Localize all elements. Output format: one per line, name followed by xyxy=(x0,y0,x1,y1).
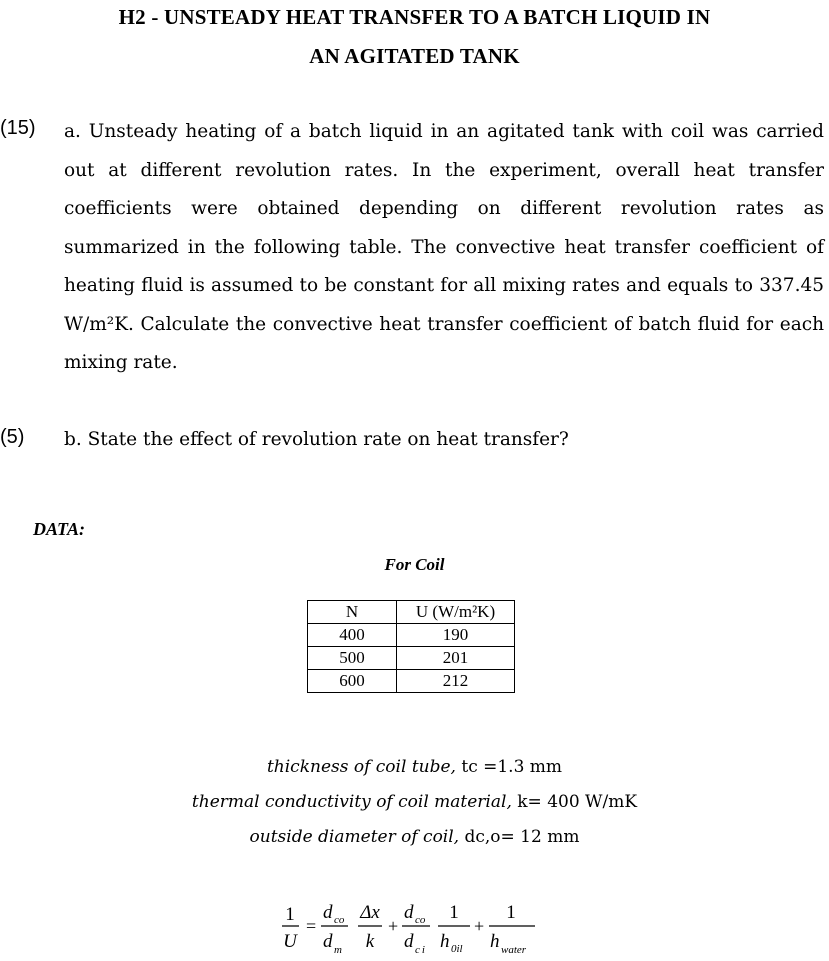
formula-subscript-co: co xyxy=(334,914,345,926)
param-thickness-label: thickness of coil tube, xyxy=(266,757,456,777)
formula-h: h xyxy=(440,931,450,952)
param-conductivity-label: thermal conductivity of coil material, xyxy=(191,792,512,812)
formula-d: d xyxy=(404,902,414,923)
page-title-line-1: H2 - UNSTEADY HEAT TRANSFER TO A BATCH LIQUID IN xyxy=(118,5,711,29)
formula-numerator-1: 1 xyxy=(449,902,459,923)
param-conductivity-value: k= 400 W/mK xyxy=(517,792,638,812)
formula-d: d xyxy=(323,902,333,923)
coil-data-table xyxy=(307,600,515,693)
param-conductivity xyxy=(0,792,829,812)
formula-denominator-u: U xyxy=(283,931,297,952)
table-header-row xyxy=(308,601,515,624)
param-diameter xyxy=(0,827,829,847)
question-b-text: b. State the effect of revolution rate on heat transfer? xyxy=(64,429,569,450)
formula-delta-x: Δx xyxy=(360,902,380,923)
table-cell-n: 600 xyxy=(308,670,397,693)
question-a-text: a. Unsteady heating of a batch liquid in an agitated tank with coil was carried out at different revolution rates. In the experiment, overall heat transfer coefficients were obtained depending on different revolution rates as summarized in the following table. The convective heat transfer coefficient of heating fluid is assumed to be constant for all mixing rates and equals to 337.45 W/m²K. Calculate the convective heat transfer coefficient of batch fluid for each mixing rate. xyxy=(64,121,824,373)
table-cell-n: 400 xyxy=(308,624,397,647)
formula-d: d xyxy=(404,931,414,952)
param-diameter-label: outside diameter of coil, xyxy=(249,827,460,847)
table-header-n: N xyxy=(308,601,397,624)
formula-subscript-ci: ci xyxy=(415,944,427,956)
table-row xyxy=(308,670,515,693)
table-cell-u: 212 xyxy=(397,670,515,693)
equals-sign: = xyxy=(306,916,317,936)
formula-subscript-water: water xyxy=(501,944,527,956)
formula-k: k xyxy=(365,931,375,952)
plus-sign: + xyxy=(388,916,399,936)
table-header-u: U (W/m²K) xyxy=(397,601,515,624)
table-row xyxy=(308,647,515,670)
coil-table-caption: For Coil xyxy=(384,555,445,574)
formula-subscript-m: m xyxy=(334,944,342,956)
formula-h: h xyxy=(490,931,500,952)
plus-sign: + xyxy=(474,916,485,936)
formula-numerator-1: 1 xyxy=(285,904,295,925)
param-thickness xyxy=(0,757,829,777)
question-b-marks: (5) xyxy=(0,426,25,448)
formula-d: d xyxy=(323,931,333,952)
table-cell-u: 201 xyxy=(397,647,515,670)
formula-subscript-co: co xyxy=(415,914,426,926)
formula-numerator-1: 1 xyxy=(506,902,516,923)
overall-heat-transfer-formula xyxy=(278,895,548,961)
question-a-marks: (15) xyxy=(0,117,36,139)
formula-subscript-oil: 0il xyxy=(451,943,463,955)
table-cell-n: 500 xyxy=(308,647,397,670)
page-title-line-2: AN AGITATED TANK xyxy=(309,44,520,68)
data-label: DATA: xyxy=(33,519,86,539)
param-diameter-value: dc,o= 12 mm xyxy=(464,827,580,847)
table-row xyxy=(308,624,515,647)
table-cell-u: 190 xyxy=(397,624,515,647)
param-thickness-value: tc =1.3 mm xyxy=(461,757,563,777)
